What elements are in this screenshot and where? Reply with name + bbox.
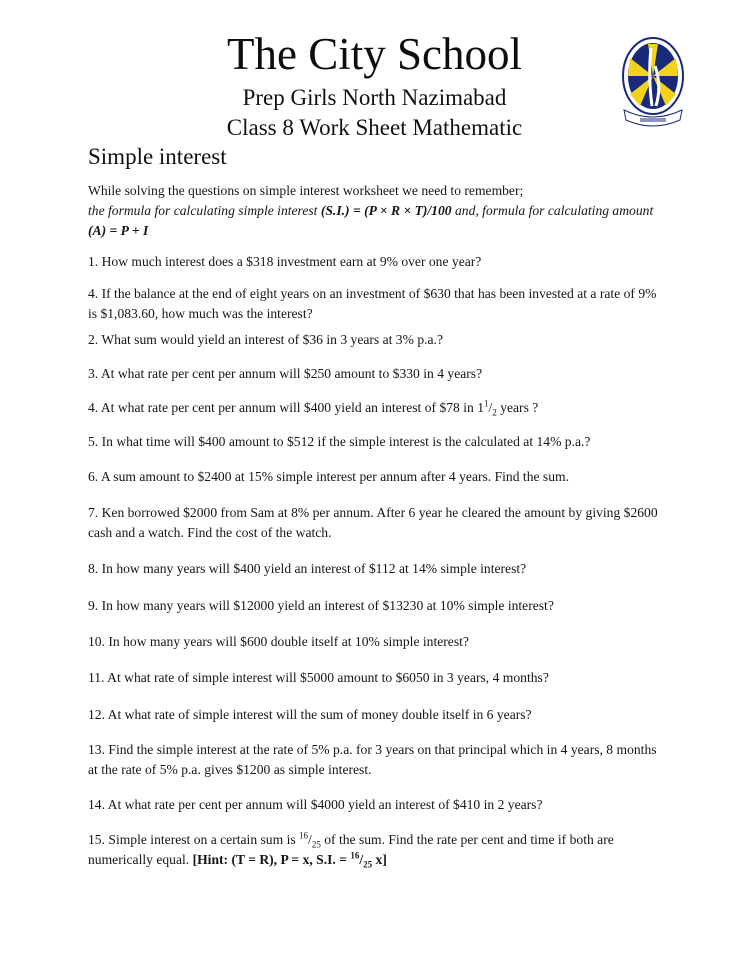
question-12: 12. At what rate of simple interest will the sum of money double itself in 6 years? [88,707,532,722]
topic-heading: Simple interest [88,144,227,169]
simple-interest-formula: (S.I.) = (P × R × T)/100 [320,203,452,218]
question-13: 13. Find the simple interest at the rate of 5% p.a. for 3 years on that principal which in 4 years, 8 months at the rate of 5% p.a. gives $1200 as simple interest. [88,742,657,777]
intro-text: While solving the questions on simple interest worksheet we need to remember; [88,183,524,198]
question-1: 1. How much interest does a $318 investment earn at 9% over one year? [88,254,482,269]
question-4b: 4. At what rate per cent per annum will $400 yield an interest of $78 in $1^1/_2$ years ? [88,398,539,418]
question-5: 5. In what time will $400 amount to $512 if the simple interest is the calculated at 14% p.a.? [88,434,591,449]
worksheet-title: Class 8 Work Sheet Mathematic [226,115,523,140]
hint-text: [Hint: (T = R), P = x, S.I. = $^{16}/_{25}$ x] [192,850,387,870]
question-15: 15. Simple interest on a certain sum is $^{16}/_{25}$ of the sum. Find the rate per cent and time if both are numerically equal. [Hint: (T = R), P = x, S.I. = $^{16}/_{25}$ x] [88,830,614,870]
question-3: 3. At what rate per cent per annum will $250 amount to $330 in 4 years? [88,366,483,381]
question-2: 2. What sum would yield an interest of $36 in 3 years at 3% p.a.? [88,332,443,347]
question-6: 6. A sum amount to $2400 at 15% simple interest per annum after 4 years. Find the sum. [88,469,569,484]
question-11: 11. At what rate of simple interest will $5000 amount to $6050 in 3 years, 4 months? [88,670,549,685]
question-9: 9. In how many years will $12000 yield an interest of $13230 at 10% simple interest? [88,598,554,613]
question-14: 14. At what rate per cent per annum will $4000 yield an interest of $410 in 2 years? [88,797,543,812]
formula-text: the formula for calculating simple interest (S.I.) = (P × R × T)/100 and, formula for calculating amount (A) = P + I [88,203,654,238]
school-crest-logo-icon [618,36,688,132]
question-7: 7. Ken borrowed $2000 from Sam at 8% per annum. After 6 year he cleared the amount by giving $2600 cash and a watch. Find the cost of the watch. [88,505,658,540]
school-title: The City School [227,29,522,79]
question-4a: 4. If the balance at the end of eight years on an investment of $630 that has been invested at a rate of 9% is $1,083.60, how much was the interest? [88,286,657,321]
amount-formula: (A) = P + I [88,223,149,238]
branch-name: Prep Girls North Nazimabad [242,85,507,110]
question-8: 8. In how many years will $400 yield an interest of $112 at 14% simple interest? [88,561,527,576]
question-10: 10. In how many years will $600 double itself at 10% simple interest? [88,634,469,649]
